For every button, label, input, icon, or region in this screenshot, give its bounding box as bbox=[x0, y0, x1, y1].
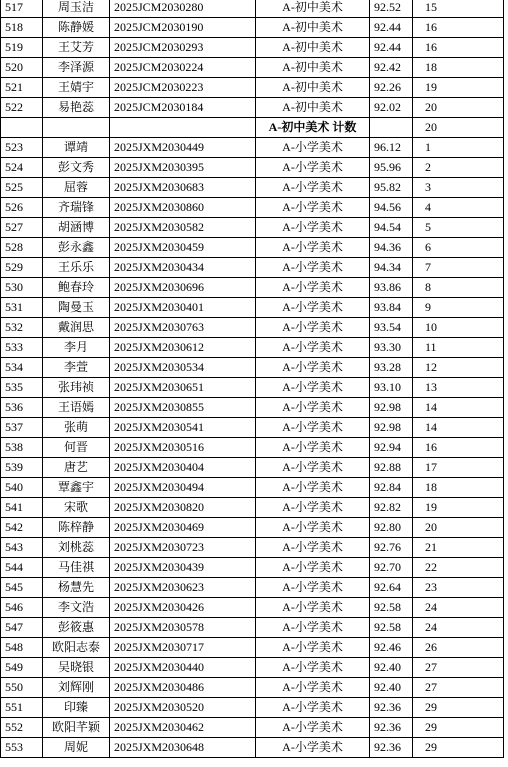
rank-cell: 17 bbox=[413, 458, 504, 478]
row-index-cell: 540 bbox=[1, 478, 43, 498]
subject-cell: A-初中美术 bbox=[256, 58, 370, 78]
exam-number-cell: 2025JXM2030520 bbox=[110, 698, 256, 718]
subject-cell: A-小学美术 bbox=[256, 458, 370, 478]
results-table-body bbox=[1, 0, 504, 758]
score-cell: 92.36 bbox=[370, 698, 413, 718]
exam-number-cell: 2025JXM2030612 bbox=[110, 338, 256, 358]
table-row bbox=[1, 178, 504, 198]
candidate-name-cell: 宋歌 bbox=[43, 498, 110, 518]
score-cell: 92.58 bbox=[370, 598, 413, 618]
row-index-cell: 525 bbox=[1, 178, 43, 198]
exam-number-cell: 2025JXM2030534 bbox=[110, 358, 256, 378]
candidate-name-cell: 刘桃蕊 bbox=[43, 538, 110, 558]
row-index-cell: 544 bbox=[1, 558, 43, 578]
row-index-cell: 538 bbox=[1, 438, 43, 458]
subject-cell: A-小学美术 bbox=[256, 638, 370, 658]
table-row bbox=[1, 158, 504, 178]
candidate-name-cell: 李泽源 bbox=[43, 58, 110, 78]
row-index-cell: 526 bbox=[1, 198, 43, 218]
candidate-name-cell: 覃鑫宇 bbox=[43, 478, 110, 498]
score-cell: 93.84 bbox=[370, 298, 413, 318]
exam-number-cell: 2025JXM2030651 bbox=[110, 378, 256, 398]
candidate-name-cell: 李月 bbox=[43, 338, 110, 358]
score-cell: 93.10 bbox=[370, 378, 413, 398]
subject-cell: A-小学美术 bbox=[256, 578, 370, 598]
score-cell: 92.84 bbox=[370, 478, 413, 498]
exam-number-cell: 2025JXM2030434 bbox=[110, 258, 256, 278]
rank-cell: 29 bbox=[413, 718, 504, 738]
exam-number-cell: 2025JXM2030648 bbox=[110, 738, 256, 758]
rank-cell: 29 bbox=[413, 738, 504, 758]
candidate-name-cell: 陈静媛 bbox=[43, 18, 110, 38]
rank-cell: 4 bbox=[413, 198, 504, 218]
rank-cell: 19 bbox=[413, 498, 504, 518]
exam-number-cell: 2025JXM2030855 bbox=[110, 398, 256, 418]
row-index-cell: 545 bbox=[1, 578, 43, 598]
row-index-cell: 547 bbox=[1, 618, 43, 638]
candidate-name-cell bbox=[43, 118, 110, 138]
subject-cell: A-小学美术 bbox=[256, 498, 370, 518]
row-index-cell: 528 bbox=[1, 238, 43, 258]
subject-cell: A-小学美术 bbox=[256, 378, 370, 398]
rank-cell: 20 bbox=[413, 98, 504, 118]
exam-number-cell: 2025JCM2030224 bbox=[110, 58, 256, 78]
table-row bbox=[1, 18, 504, 38]
rank-cell: 8 bbox=[413, 278, 504, 298]
exam-number-cell: 2025JXM2030469 bbox=[110, 518, 256, 538]
candidate-name-cell: 唐艺 bbox=[43, 458, 110, 478]
rank-cell: 5 bbox=[413, 218, 504, 238]
score-cell: 96.12 bbox=[370, 138, 413, 158]
subject-cell: A-小学美术 bbox=[256, 358, 370, 378]
subject-cell: A-小学美术 bbox=[256, 218, 370, 238]
score-cell: 93.30 bbox=[370, 338, 413, 358]
score-cell: 92.88 bbox=[370, 458, 413, 478]
table-row bbox=[1, 638, 504, 658]
table-row bbox=[1, 458, 504, 478]
subject-cell: A-小学美术 bbox=[256, 178, 370, 198]
score-cell: 92.70 bbox=[370, 558, 413, 578]
table-row bbox=[1, 398, 504, 418]
row-index-cell: 523 bbox=[1, 138, 43, 158]
row-index-cell bbox=[1, 118, 43, 138]
rank-cell: 27 bbox=[413, 678, 504, 698]
row-index-cell: 522 bbox=[1, 98, 43, 118]
row-index-cell: 550 bbox=[1, 678, 43, 698]
table-row bbox=[1, 218, 504, 238]
candidate-name-cell: 戴润思 bbox=[43, 318, 110, 338]
score-cell: 95.82 bbox=[370, 178, 413, 198]
score-cell: 92.40 bbox=[370, 658, 413, 678]
candidate-name-cell: 杨慧先 bbox=[43, 578, 110, 598]
exam-number-cell: 2025JXM2030462 bbox=[110, 718, 256, 738]
table-row bbox=[1, 198, 504, 218]
rank-cell: 12 bbox=[413, 358, 504, 378]
row-index-cell: 518 bbox=[1, 18, 43, 38]
score-cell: 92.64 bbox=[370, 578, 413, 598]
candidate-name-cell: 王语嫣 bbox=[43, 398, 110, 418]
rank-cell: 18 bbox=[413, 58, 504, 78]
table-row bbox=[1, 98, 504, 118]
row-index-cell: 535 bbox=[1, 378, 43, 398]
table-row bbox=[1, 698, 504, 718]
candidate-name-cell: 彭永鑫 bbox=[43, 238, 110, 258]
exam-number-cell: 2025JXM2030623 bbox=[110, 578, 256, 598]
subject-cell: A-小学美术 bbox=[256, 518, 370, 538]
table-row bbox=[1, 718, 504, 738]
row-index-cell: 542 bbox=[1, 518, 43, 538]
candidate-name-cell: 彭筱惠 bbox=[43, 618, 110, 638]
row-index-cell: 521 bbox=[1, 78, 43, 98]
score-cell: 92.44 bbox=[370, 38, 413, 58]
score-cell: 93.28 bbox=[370, 358, 413, 378]
rank-cell: 16 bbox=[413, 438, 504, 458]
subject-cell: A-初中美术 bbox=[256, 38, 370, 58]
score-cell: 93.86 bbox=[370, 278, 413, 298]
subject-cell: A-小学美术 bbox=[256, 538, 370, 558]
subject-cell: A-小学美术 bbox=[256, 238, 370, 258]
exam-number-cell: 2025JXM2030459 bbox=[110, 238, 256, 258]
score-cell: 92.58 bbox=[370, 618, 413, 638]
row-index-cell: 541 bbox=[1, 498, 43, 518]
candidate-name-cell: 王艾芳 bbox=[43, 38, 110, 58]
score-cell: 92.46 bbox=[370, 638, 413, 658]
row-index-cell: 539 bbox=[1, 458, 43, 478]
row-index-cell: 546 bbox=[1, 598, 43, 618]
table-row bbox=[1, 538, 504, 558]
candidate-name-cell: 陶曼玉 bbox=[43, 298, 110, 318]
row-index-cell: 534 bbox=[1, 358, 43, 378]
exam-number-cell: 2025JXM2030723 bbox=[110, 538, 256, 558]
score-cell: 92.42 bbox=[370, 58, 413, 78]
rank-cell: 18 bbox=[413, 478, 504, 498]
row-index-cell: 553 bbox=[1, 738, 43, 758]
exam-number-cell: 2025JXM2030541 bbox=[110, 418, 256, 438]
rank-cell: 14 bbox=[413, 398, 504, 418]
rank-cell: 1 bbox=[413, 138, 504, 158]
subject-cell: A-小学美术 bbox=[256, 618, 370, 638]
exam-number-cell: 2025JXM2030401 bbox=[110, 298, 256, 318]
table-row bbox=[1, 658, 504, 678]
subject-cell: A-初中美术 bbox=[256, 98, 370, 118]
subject-cell: A-初中美术 bbox=[256, 0, 370, 18]
score-cell: 92.44 bbox=[370, 18, 413, 38]
row-index-cell: 519 bbox=[1, 38, 43, 58]
row-index-cell: 527 bbox=[1, 218, 43, 238]
exam-number-cell: 2025JXM2030696 bbox=[110, 278, 256, 298]
candidate-name-cell: 周妮 bbox=[43, 738, 110, 758]
score-cell: 93.54 bbox=[370, 318, 413, 338]
rank-cell: 20 bbox=[413, 118, 504, 138]
subject-cell: A-初中美术 计数 bbox=[256, 118, 370, 138]
candidate-name-cell: 屈蓉 bbox=[43, 178, 110, 198]
candidate-name-cell: 何晋 bbox=[43, 438, 110, 458]
exam-number-cell: 2025JXM2030578 bbox=[110, 618, 256, 638]
exam-number-cell: 2025JXM2030683 bbox=[110, 178, 256, 198]
table-row bbox=[1, 298, 504, 318]
table-row bbox=[1, 598, 504, 618]
candidate-name-cell: 齐瑞锋 bbox=[43, 198, 110, 218]
row-index-cell: 543 bbox=[1, 538, 43, 558]
candidate-name-cell: 欧阳志泰 bbox=[43, 638, 110, 658]
rank-cell: 9 bbox=[413, 298, 504, 318]
table-row bbox=[1, 58, 504, 78]
score-cell: 94.54 bbox=[370, 218, 413, 238]
candidate-name-cell: 易艳蕊 bbox=[43, 98, 110, 118]
row-index-cell: 524 bbox=[1, 158, 43, 178]
candidate-name-cell: 吴晓银 bbox=[43, 658, 110, 678]
rank-cell: 20 bbox=[413, 518, 504, 538]
subject-cell: A-小学美术 bbox=[256, 198, 370, 218]
rank-cell: 29 bbox=[413, 698, 504, 718]
score-cell: 92.36 bbox=[370, 718, 413, 738]
table-row bbox=[1, 338, 504, 358]
row-index-cell: 551 bbox=[1, 698, 43, 718]
table-row bbox=[1, 578, 504, 598]
score-cell: 92.40 bbox=[370, 678, 413, 698]
rank-cell: 15 bbox=[413, 0, 504, 18]
subject-cell: A-小学美术 bbox=[256, 678, 370, 698]
exam-number-cell: 2025JCM2030223 bbox=[110, 78, 256, 98]
row-index-cell: 520 bbox=[1, 58, 43, 78]
count-row bbox=[1, 118, 504, 138]
rank-cell: 11 bbox=[413, 338, 504, 358]
candidate-name-cell: 李文浩 bbox=[43, 598, 110, 618]
table-row bbox=[1, 498, 504, 518]
rank-cell: 3 bbox=[413, 178, 504, 198]
exam-number-cell: 2025JXM2030516 bbox=[110, 438, 256, 458]
row-index-cell: 548 bbox=[1, 638, 43, 658]
candidate-name-cell: 张玮祯 bbox=[43, 378, 110, 398]
row-index-cell: 537 bbox=[1, 418, 43, 438]
candidate-name-cell: 张萌 bbox=[43, 418, 110, 438]
rank-cell: 7 bbox=[413, 258, 504, 278]
candidate-name-cell: 周玉洁 bbox=[43, 0, 110, 18]
subject-cell: A-小学美术 bbox=[256, 418, 370, 438]
row-index-cell: 536 bbox=[1, 398, 43, 418]
score-cell: 92.80 bbox=[370, 518, 413, 538]
table-row bbox=[1, 38, 504, 58]
exam-number-cell: 2025JXM2030860 bbox=[110, 198, 256, 218]
row-index-cell: 531 bbox=[1, 298, 43, 318]
table-row bbox=[1, 478, 504, 498]
exam-number-cell: 2025JXM2030440 bbox=[110, 658, 256, 678]
subject-cell: A-初中美术 bbox=[256, 78, 370, 98]
rank-cell: 27 bbox=[413, 658, 504, 678]
exam-number-cell: 2025JXM2030820 bbox=[110, 498, 256, 518]
subject-cell: A-小学美术 bbox=[256, 398, 370, 418]
score-cell: 92.26 bbox=[370, 78, 413, 98]
candidate-name-cell: 谭靖 bbox=[43, 138, 110, 158]
subject-cell: A-小学美术 bbox=[256, 258, 370, 278]
table-row bbox=[1, 678, 504, 698]
rank-cell: 24 bbox=[413, 598, 504, 618]
candidate-name-cell: 欧阳芊颖 bbox=[43, 718, 110, 738]
exam-number-cell: 2025JXM2030582 bbox=[110, 218, 256, 238]
row-index-cell: 549 bbox=[1, 658, 43, 678]
score-cell bbox=[370, 118, 413, 138]
candidate-name-cell: 陈梓静 bbox=[43, 518, 110, 538]
rank-cell: 21 bbox=[413, 538, 504, 558]
score-cell: 92.76 bbox=[370, 538, 413, 558]
subject-cell: A-小学美术 bbox=[256, 298, 370, 318]
table-row bbox=[1, 278, 504, 298]
table-row bbox=[1, 418, 504, 438]
score-cell: 92.98 bbox=[370, 398, 413, 418]
subject-cell: A-小学美术 bbox=[256, 658, 370, 678]
table-row bbox=[1, 738, 504, 758]
table-row bbox=[1, 438, 504, 458]
table-row bbox=[1, 138, 504, 158]
candidate-name-cell: 李萱 bbox=[43, 358, 110, 378]
subject-cell: A-小学美术 bbox=[256, 598, 370, 618]
exam-number-cell: 2025JXM2030717 bbox=[110, 638, 256, 658]
rank-cell: 19 bbox=[413, 78, 504, 98]
exam-number-cell bbox=[110, 118, 256, 138]
subject-cell: A-小学美术 bbox=[256, 318, 370, 338]
row-index-cell: 533 bbox=[1, 338, 43, 358]
subject-cell: A-小学美术 bbox=[256, 438, 370, 458]
row-index-cell: 530 bbox=[1, 278, 43, 298]
subject-cell: A-小学美术 bbox=[256, 558, 370, 578]
subject-cell: A-小学美术 bbox=[256, 738, 370, 758]
score-cell: 95.96 bbox=[370, 158, 413, 178]
row-index-cell: 517 bbox=[1, 0, 43, 18]
table-row bbox=[1, 318, 504, 338]
score-cell: 92.98 bbox=[370, 418, 413, 438]
score-cell: 94.34 bbox=[370, 258, 413, 278]
table-row bbox=[1, 518, 504, 538]
score-cell: 94.36 bbox=[370, 238, 413, 258]
table-row bbox=[1, 238, 504, 258]
score-cell: 92.94 bbox=[370, 438, 413, 458]
candidate-name-cell: 鲍春玲 bbox=[43, 278, 110, 298]
candidate-name-cell: 王婧宇 bbox=[43, 78, 110, 98]
table-row bbox=[1, 618, 504, 638]
rank-cell: 2 bbox=[413, 158, 504, 178]
exam-number-cell: 2025JXM2030426 bbox=[110, 598, 256, 618]
rank-cell: 24 bbox=[413, 618, 504, 638]
rank-cell: 23 bbox=[413, 578, 504, 598]
score-cell: 94.56 bbox=[370, 198, 413, 218]
subject-cell: A-小学美术 bbox=[256, 698, 370, 718]
rank-cell: 10 bbox=[413, 318, 504, 338]
table-row bbox=[1, 558, 504, 578]
candidate-name-cell: 王乐乐 bbox=[43, 258, 110, 278]
candidate-name-cell: 刘辉刚 bbox=[43, 678, 110, 698]
exam-number-cell: 2025JXM2030439 bbox=[110, 558, 256, 578]
rank-cell: 16 bbox=[413, 38, 504, 58]
exam-number-cell: 2025JXM2030395 bbox=[110, 158, 256, 178]
subject-cell: A-小学美术 bbox=[256, 278, 370, 298]
candidate-name-cell: 马佳祺 bbox=[43, 558, 110, 578]
subject-cell: A-小学美术 bbox=[256, 478, 370, 498]
row-index-cell: 532 bbox=[1, 318, 43, 338]
candidate-name-cell: 胡涵博 bbox=[43, 218, 110, 238]
score-cell: 92.36 bbox=[370, 738, 413, 758]
rank-cell: 16 bbox=[413, 18, 504, 38]
subject-cell: A-小学美术 bbox=[256, 158, 370, 178]
row-index-cell: 529 bbox=[1, 258, 43, 278]
exam-number-cell: 2025JCM2030184 bbox=[110, 98, 256, 118]
table-row bbox=[1, 0, 504, 18]
table-row bbox=[1, 78, 504, 98]
rank-cell: 14 bbox=[413, 418, 504, 438]
rank-cell: 13 bbox=[413, 378, 504, 398]
score-cell: 92.82 bbox=[370, 498, 413, 518]
rank-cell: 22 bbox=[413, 558, 504, 578]
table-row bbox=[1, 378, 504, 398]
subject-cell: A-小学美术 bbox=[256, 138, 370, 158]
score-cell: 92.02 bbox=[370, 98, 413, 118]
rank-cell: 26 bbox=[413, 638, 504, 658]
table-row bbox=[1, 358, 504, 378]
exam-number-cell: 2025JXM2030404 bbox=[110, 458, 256, 478]
subject-cell: A-小学美术 bbox=[256, 338, 370, 358]
subject-cell: A-小学美术 bbox=[256, 718, 370, 738]
exam-number-cell: 2025JXM2030449 bbox=[110, 138, 256, 158]
row-index-cell: 552 bbox=[1, 718, 43, 738]
exam-number-cell: 2025JCM2030293 bbox=[110, 38, 256, 58]
exam-number-cell: 2025JXM2030486 bbox=[110, 678, 256, 698]
exam-number-cell: 2025JCM2030190 bbox=[110, 18, 256, 38]
rank-cell: 6 bbox=[413, 238, 504, 258]
candidate-name-cell: 彭文秀 bbox=[43, 158, 110, 178]
table-row bbox=[1, 258, 504, 278]
exam-number-cell: 2025JXM2030494 bbox=[110, 478, 256, 498]
subject-cell: A-初中美术 bbox=[256, 18, 370, 38]
exam-number-cell: 2025JXM2030763 bbox=[110, 318, 256, 338]
candidate-name-cell: 印臻 bbox=[43, 698, 110, 718]
exam-number-cell: 2025JCM2030280 bbox=[110, 0, 256, 18]
score-cell: 92.52 bbox=[370, 0, 413, 18]
